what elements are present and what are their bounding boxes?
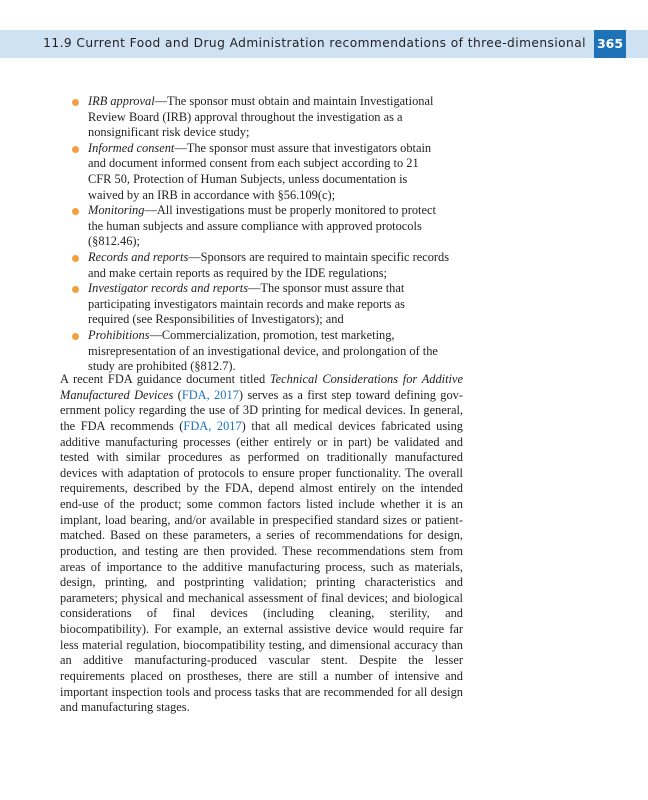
bullet-text-line: required (see Responsibilities of Investigators); and: [88, 312, 344, 327]
bullet-text-line: —All investigations must be properly monitored to protect: [144, 203, 436, 218]
bullet-text-line: (§812.46);: [88, 234, 140, 249]
running-head: 11.9 Current Food and Drug Administration recommendations of three-dimensional: [43, 36, 586, 50]
bullet-text-line: misrepresentation of an investigational device, and prolongation of the: [88, 343, 438, 358]
bullet-term: Monitoring: [88, 203, 145, 218]
bullet-term: Informed consent: [88, 140, 175, 155]
bullet-text-line: Review Board (IRB) approval throughout the investigation as a: [88, 109, 403, 124]
bullet-text-line: —Commercialization, promotion, test marketing,: [149, 327, 395, 342]
paragraph-text: ) serves as a first step toward defining government policy regarding the use of 3D printing for medical devices. In general, the FDA recommends (: [60, 387, 463, 433]
citation-link[interactable]: FDA, 2017: [183, 418, 242, 433]
bullet-term: Investigator records and reports: [88, 281, 249, 296]
bullet-dot-icon: [72, 99, 79, 106]
bullet-irb-approval: [60, 94, 468, 141]
bullet-text-line: and make certain reports as required by the IDE regulations;: [88, 265, 387, 280]
bullet-text-line: —The sponsor must obtain and maintain Investigational: [154, 94, 434, 108]
bullet-text-line: participating investigators maintain records and make reports as: [88, 296, 405, 311]
bullet-text-line: study are prohibited (§812.7).: [88, 359, 236, 374]
citation-link[interactable]: FDA, 2017: [181, 387, 239, 402]
bullet-monitoring: [60, 203, 468, 250]
body-paragraph: [60, 372, 463, 716]
bullet-investigator-records: [60, 281, 468, 328]
bullet-dot-icon: [72, 333, 79, 340]
bullet-text-line: nonsignificant risk device study;: [88, 125, 250, 140]
bullet-prohibitions: [60, 328, 468, 375]
bullet-dot-icon: [72, 146, 79, 153]
bullet-dot-icon: [72, 208, 79, 215]
bullet-list: [60, 94, 468, 375]
bullet-term: Prohibitions: [88, 327, 150, 342]
bullet-text-line: the human subjects and assure compliance with approved protocols: [88, 218, 422, 233]
bullet-dot-icon: [72, 286, 79, 293]
bullet-term: IRB approval: [88, 94, 155, 108]
bullet-informed-consent: [60, 141, 468, 203]
paragraph-text: (: [173, 387, 182, 402]
bullet-text-line: waived by an IRB in accordance with §56.109(c);: [88, 187, 336, 202]
paragraph-text: ) that all medical devices fabricated using additive manufacturing processes (either entirely or in part) be validated and tested with similar procedures as performed on traditionally manufactured devices with adaptation of protocols to ensure proper functionality. The overall requirements, described by the FDA, depend almost entirely on the intended end-use of the product; some common factors listed include whether it is an implant, load bearing, and/or available in prespecified standard sizes or patient-matched. Based on these parameters, a series of recommendations for design, production, and testing are then provided. These recommendations stem from areas of importance to the additive manufacturing process, such as materials, design, printing, and postprinting validation; printing characteristics and parameters; physical and mechanical assessment of final devices; and biological considerations of final devices (including cleaning, sterility, and biocompatibility). For example, an external assistive device would require far less material regulation, biocompatibility testing, and dimensional accuracy than an additive manufacturing-produced vascular stent. Despite the lesser requirements placed on prostheses, there are still a number of intensive and important inspection tools and process tasks that are recommended for all design and manufacturing stages.: [60, 418, 463, 715]
bullet-text-line: —The sponsor must assure that: [248, 281, 405, 296]
page-number: 365: [596, 36, 624, 51]
bullet-term: Records and reports: [88, 249, 189, 264]
bullet-text-line: CFR 50, Protection of Human Subjects, unless documentation is: [88, 171, 408, 186]
bullet-dot-icon: [72, 255, 79, 262]
guidance-document-title: Technical Considerations for Additive Manufactured Devices: [60, 372, 463, 402]
bullet-text-line: —The sponsor must assure that investigators obtain: [174, 140, 432, 155]
bullet-text-line: and document informed consent from each subject according to 21: [88, 156, 419, 171]
paragraph-text: A recent FDA guidance document titled: [60, 372, 270, 386]
bullet-records-and-reports: [60, 250, 468, 281]
bullet-text-line: —Sponsors are required to maintain specific records: [188, 249, 450, 264]
